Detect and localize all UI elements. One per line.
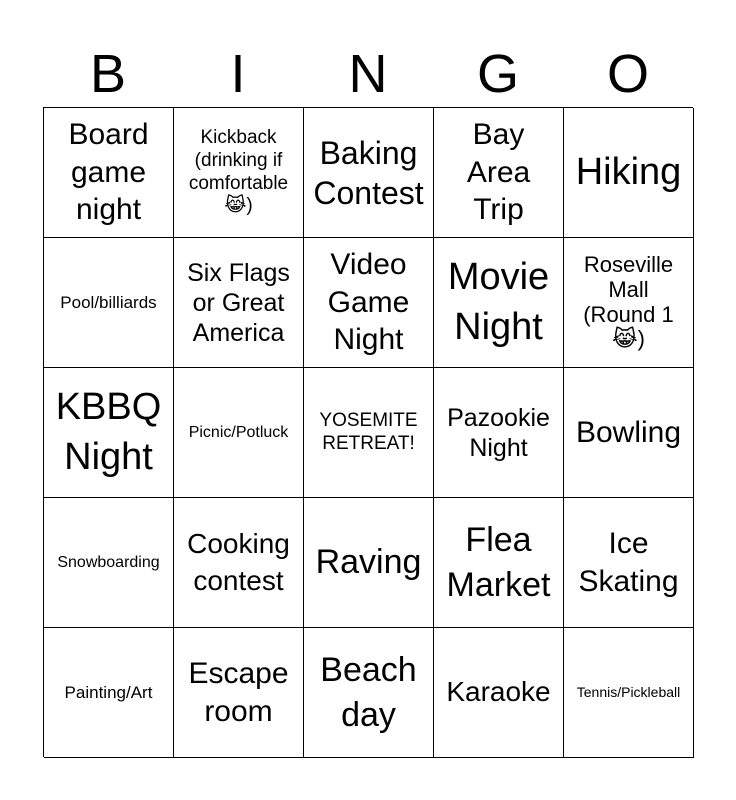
cell-label: Picnic/Potluck bbox=[188, 423, 289, 441]
cell-label: Roseville Mall (Round 1 😹) bbox=[583, 252, 674, 352]
bingo-cell-tennis-pickleball[interactable] bbox=[564, 628, 694, 758]
bingo-board bbox=[43, 107, 693, 757]
header-letter-b: B bbox=[89, 44, 127, 104]
cell-label: Pool/billiards bbox=[60, 292, 157, 312]
bingo-cell-hiking[interactable] bbox=[564, 108, 694, 238]
bingo-cell-pazookie-night[interactable] bbox=[434, 368, 564, 498]
bingo-cell-picnic-potluck[interactable] bbox=[174, 368, 304, 498]
cell-label: Pazookie Night bbox=[447, 403, 550, 462]
header-letter-i: I bbox=[230, 44, 246, 104]
cell-label: Beach day bbox=[320, 651, 417, 734]
cell-label: Kickback (drinking if comfortable 😹) bbox=[188, 126, 289, 217]
header-letter-o: O bbox=[606, 44, 649, 104]
cell-label: Video Game Night bbox=[327, 248, 410, 357]
bingo-cell-pool-billiards[interactable] bbox=[44, 238, 174, 368]
bingo-cell-ice-skating[interactable] bbox=[564, 498, 694, 628]
bingo-cell-roseville-mall[interactable] bbox=[564, 238, 694, 368]
bingo-cell-flea-market[interactable] bbox=[434, 498, 564, 628]
cell-label: YOSEMITE RETREAT! bbox=[319, 409, 418, 454]
cell-label: Baking Contest bbox=[313, 134, 424, 211]
bingo-cell-board-game-night[interactable] bbox=[44, 108, 174, 238]
bingo-cell-cooking-contest[interactable] bbox=[174, 498, 304, 628]
header-letter-g: G bbox=[476, 44, 519, 104]
bingo-cell-kickback[interactable] bbox=[174, 108, 304, 238]
bingo-cell-kbbq-night[interactable] bbox=[44, 368, 174, 498]
cell-label: Painting/Art bbox=[64, 682, 153, 702]
cell-label: Bowling bbox=[575, 415, 682, 449]
bingo-cell-raving[interactable] bbox=[304, 498, 434, 628]
cell-label: Movie Night bbox=[447, 256, 550, 348]
bingo-cell-bay-area-trip[interactable] bbox=[434, 108, 564, 238]
cell-label: KBBQ Night bbox=[55, 386, 162, 478]
cell-label: Six Flags or Great America bbox=[187, 258, 290, 347]
header-letter-n: N bbox=[348, 44, 388, 104]
bingo-cell-yosemite-retreat[interactable] bbox=[304, 368, 434, 498]
bingo-cell-snowboarding[interactable] bbox=[44, 498, 174, 628]
cell-label: Cooking contest bbox=[187, 528, 290, 596]
cell-label: Escape room bbox=[188, 657, 289, 728]
bingo-cell-baking-contest[interactable] bbox=[304, 108, 434, 238]
bingo-cell-bowling[interactable] bbox=[564, 368, 694, 498]
bingo-cell-karaoke[interactable] bbox=[434, 628, 564, 758]
bingo-cell-six-flags[interactable] bbox=[174, 238, 304, 368]
cell-label: Board game night bbox=[68, 118, 149, 227]
cell-label: Bay Area Trip bbox=[466, 118, 531, 227]
bingo-cell-movie-night[interactable] bbox=[434, 238, 564, 368]
cell-label: Tennis/Pickleball bbox=[576, 684, 681, 701]
cell-label: Karaoke bbox=[446, 676, 551, 708]
bingo-cell-painting-art[interactable] bbox=[44, 628, 174, 758]
cell-label: Flea Market bbox=[446, 521, 551, 604]
bingo-cell-video-game-night[interactable] bbox=[304, 238, 434, 368]
cell-label: Hiking bbox=[575, 150, 682, 193]
cell-label: Snowboarding bbox=[57, 553, 160, 571]
bingo-cell-escape-room[interactable] bbox=[174, 628, 304, 758]
bingo-header bbox=[43, 40, 693, 108]
cell-label: Ice Skating bbox=[578, 527, 679, 598]
bingo-cell-beach-day[interactable] bbox=[304, 628, 434, 758]
cell-label: Raving bbox=[315, 543, 422, 582]
